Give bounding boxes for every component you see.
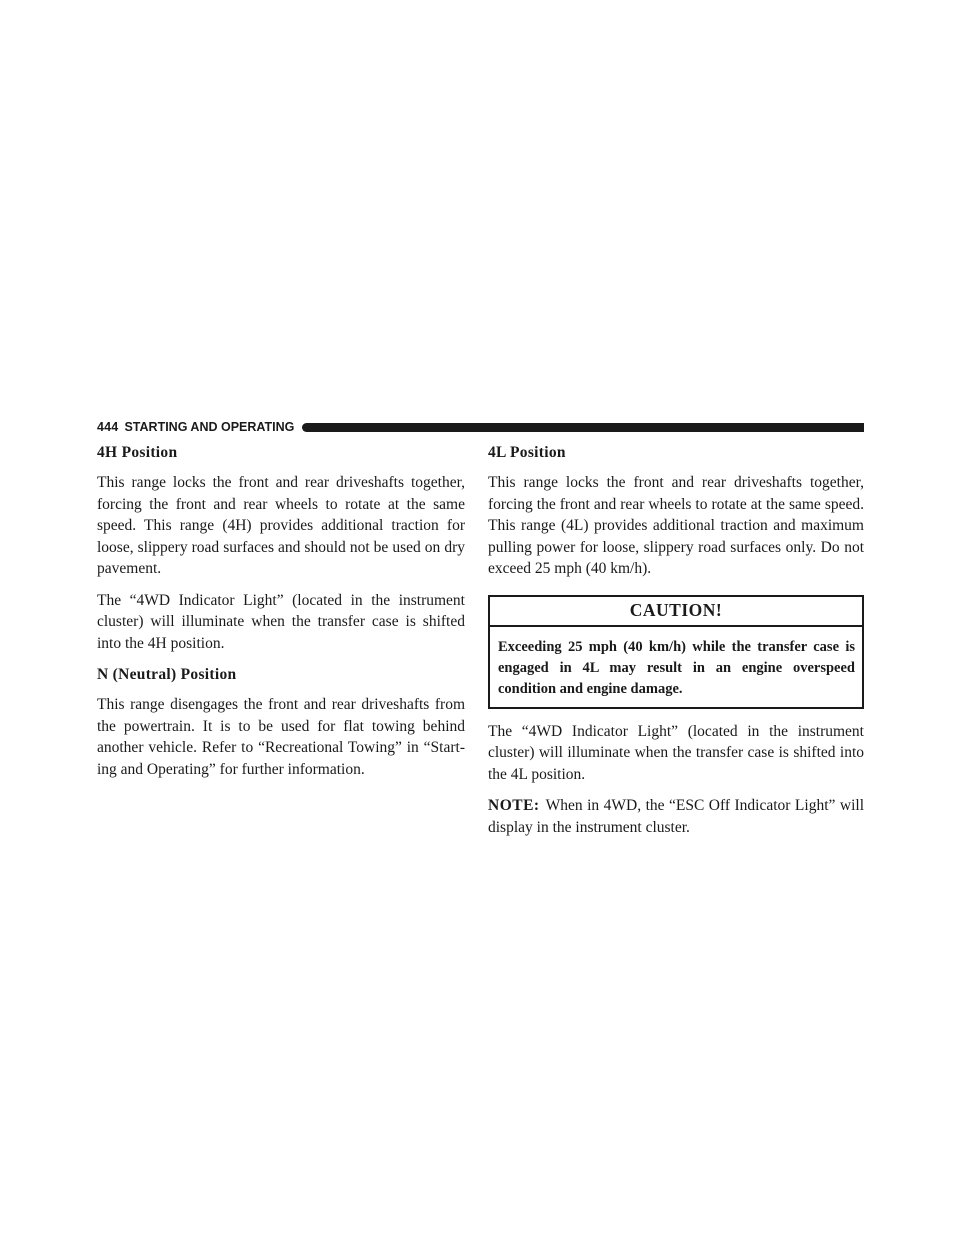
heading-4l-position: 4L Position bbox=[488, 444, 566, 461]
heading-4h-position: 4H Position bbox=[97, 444, 178, 461]
caution-text: Exceeding 25 mph (40 km/h) while the transfer case is engaged in 4L may result in an engine overspeed condition and engine damage. bbox=[498, 638, 855, 697]
paragraph-4h-description: This range locks the front and rear driveshafts together, forcing the front and rear wheels to rotate at the same speed. This range (4H) provides additional traction for loose, slippery road surfaces and should not be used on dry pavement. bbox=[97, 474, 465, 577]
caution-box bbox=[488, 595, 864, 709]
caution-title: CAUTION! bbox=[490, 597, 862, 627]
note-text: When in 4WD, the “ESC Off Indicator Light” will display in the instrument cluster. bbox=[488, 797, 864, 836]
paragraph-neutral-description: This range disengages the front and rear driveshafts from the powertrain. It is to be used for flat towing behind another vehicle. Refer to “Recreational Towing” in “Start- ing and Operating” for further information. bbox=[97, 696, 465, 778]
header-rule bbox=[302, 423, 864, 432]
heading-neutral-position: N (Neutral) Position bbox=[97, 666, 237, 683]
note-paragraph bbox=[488, 795, 864, 838]
left-column bbox=[97, 442, 465, 790]
page-header bbox=[97, 418, 864, 436]
note-label: NOTE: bbox=[488, 797, 540, 814]
paragraph-4h-indicator: The “4WD Indicator Light” (located in the instrument cluster) will illuminate when the transfer case is shifted into the 4H position. bbox=[97, 591, 465, 652]
section-title: STARTING AND OPERATING bbox=[124, 420, 295, 434]
paragraph-4l-description: This range locks the front and rear driveshafts together, forcing the front and rear wheels to rotate at the same speed. This range (4L) provides additional traction and maximum pulling power for loose, slippery road surfaces only. Do not exceed 25 mph (40 km/h). bbox=[488, 474, 864, 577]
paragraph-4l-indicator: The “4WD Indicator Light” (located in the instrument cluster) will illuminate when the transfer case is shifted into the 4L position. bbox=[488, 722, 864, 783]
page-number: 444 bbox=[97, 420, 119, 434]
right-column bbox=[488, 442, 864, 848]
